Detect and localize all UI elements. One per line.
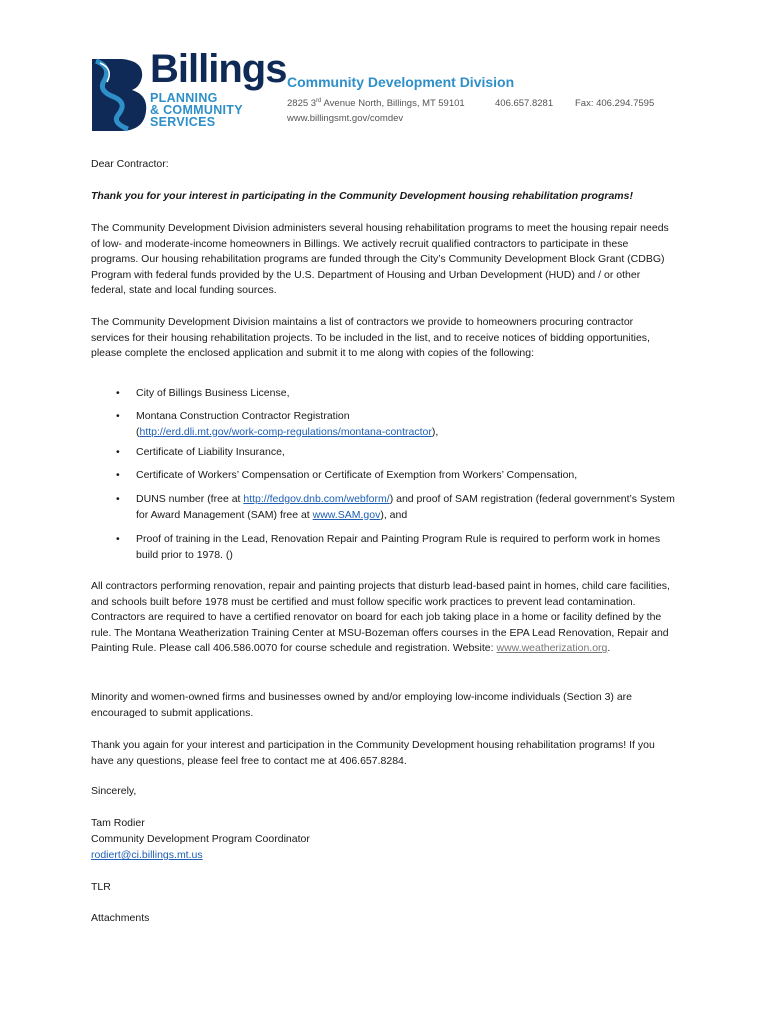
- bullet-icon: •: [116, 410, 120, 422]
- division-title: Community Development Division: [287, 74, 515, 90]
- signer-email: [91, 848, 671, 864]
- website: www.billingsmt.gov/comdev: [287, 113, 404, 124]
- phone-number: 406.657.8281: [495, 98, 554, 109]
- logo-mark-icon: [92, 57, 150, 133]
- list-item: DUNS number (free at http://fedgov.dnb.com/webform/) and proof of SAM registration (federal government’s System for Award Management (SAM) free at www.SAM.gov), and: [136, 493, 675, 521]
- bullet-icon: •: [116, 493, 120, 505]
- bullet-icon: •: [116, 469, 120, 481]
- paragraph-2: The Community Development Division maintains a list of contractors we provide to homeowners procuring contractor services for their housing rehabilitation projects. To be included in the list, and to receive notices of bidding opportunities, please complete the enclosed application and submit it to me along with copies of the following:: [91, 316, 650, 360]
- paragraph-3: All contractors performing renovation, repair and painting projects that disturb lead-based paint in homes, child care facilities, and schools built before 1978 must be certified and must follow specific work practices to prevent lead contamination. Contractors are required to have a certified renovator on board for each job taking place in a home or facility defined by the rule. The Montana Weatherization Training Center at MSU-Bozeman offers courses in the EPA Lead Renovation, Repair and Painting Rule. Please call 406.586.0070 for course schedule and registration. Website: www.weatherization.org.: [91, 580, 670, 655]
- contractor-registration-link[interactable]: http://erd.dli.mt.gov/work-comp-regulations/montana-contractor: [139, 425, 432, 438]
- bullet-icon: •: [116, 387, 120, 399]
- salutation: Dear Contractor:: [91, 158, 169, 170]
- list-item: Proof of training in the Lead, Renovation Repair and Painting Program Rule is required to perform work in homes build prior to 1978. (): [136, 533, 661, 561]
- billings-logo: [92, 47, 287, 133]
- fax-number: Fax: 406.294.7595: [575, 98, 655, 109]
- paragraph-5: Thank you again for your interest and participation in the Community Development housing rehabilitation programs! If you have any questions, please feel free to contact me at 406.657.8284.: [91, 739, 655, 767]
- closing: Sincerely,: [91, 785, 137, 797]
- attachments: Attachments: [91, 912, 150, 924]
- weatherization-link[interactable]: www.weatherization.org: [496, 642, 608, 655]
- paragraph-4: Minority and women-owned firms and businesses owned by and/or employing low-income individuals (Section 3) are encouraged to submit applications.: [91, 691, 633, 719]
- signer-name: Tam Rodier: [91, 817, 145, 829]
- bullet-icon: •: [116, 446, 120, 458]
- logo-subtitle: PLANNING & COMMUNITY SERVICES: [150, 91, 243, 129]
- list-item: City of Billings Business License,: [136, 387, 290, 399]
- duns-link[interactable]: http://fedgov.dnb.com/webform/: [243, 493, 390, 505]
- logo-wordmark: Billings: [150, 47, 287, 91]
- address-line: 2825 3rd Avenue North, Billings, MT 59101 406.657.8281 Fax: 406.294.7595: [287, 98, 655, 110]
- paragraph-1: The Community Development Division administers several housing rehabilitation programs to meet the housing repair needs of low- and moderate-income homeowners in Billings. We actively recruit qualified contractors to participate in these programs. Our housing rehabilitation programs are funded through the City’s Community Development Block Grant (CDBG) Program with federal funds provided by the U.S. Department of Housing and Urban Development (HUD) and / or other federal, state and local funding sources.: [91, 222, 669, 297]
- bullet-icon: •: [116, 533, 120, 545]
- email-link[interactable]: rodiert@ci.billings.mt.us: [91, 849, 203, 861]
- list-item: Certificate of Liability Insurance,: [136, 446, 285, 458]
- list-item: Montana Construction Contractor Registration (http://erd.dli.mt.gov/work-comp-regulations/montana-contractor),: [136, 410, 439, 438]
- list-item: Certificate of Workers’ Compensation or Certificate of Exemption from Workers’ Compensation,: [136, 469, 578, 481]
- letterhead: [287, 74, 514, 90]
- initials: TLR: [91, 881, 111, 893]
- sam-link[interactable]: www.SAM.gov: [312, 508, 381, 521]
- signer-title: Community Development Program Coordinator: [91, 833, 310, 845]
- intro-line: Thank you for your interest in participating in the Community Development housing rehabilitation programs!: [91, 190, 633, 202]
